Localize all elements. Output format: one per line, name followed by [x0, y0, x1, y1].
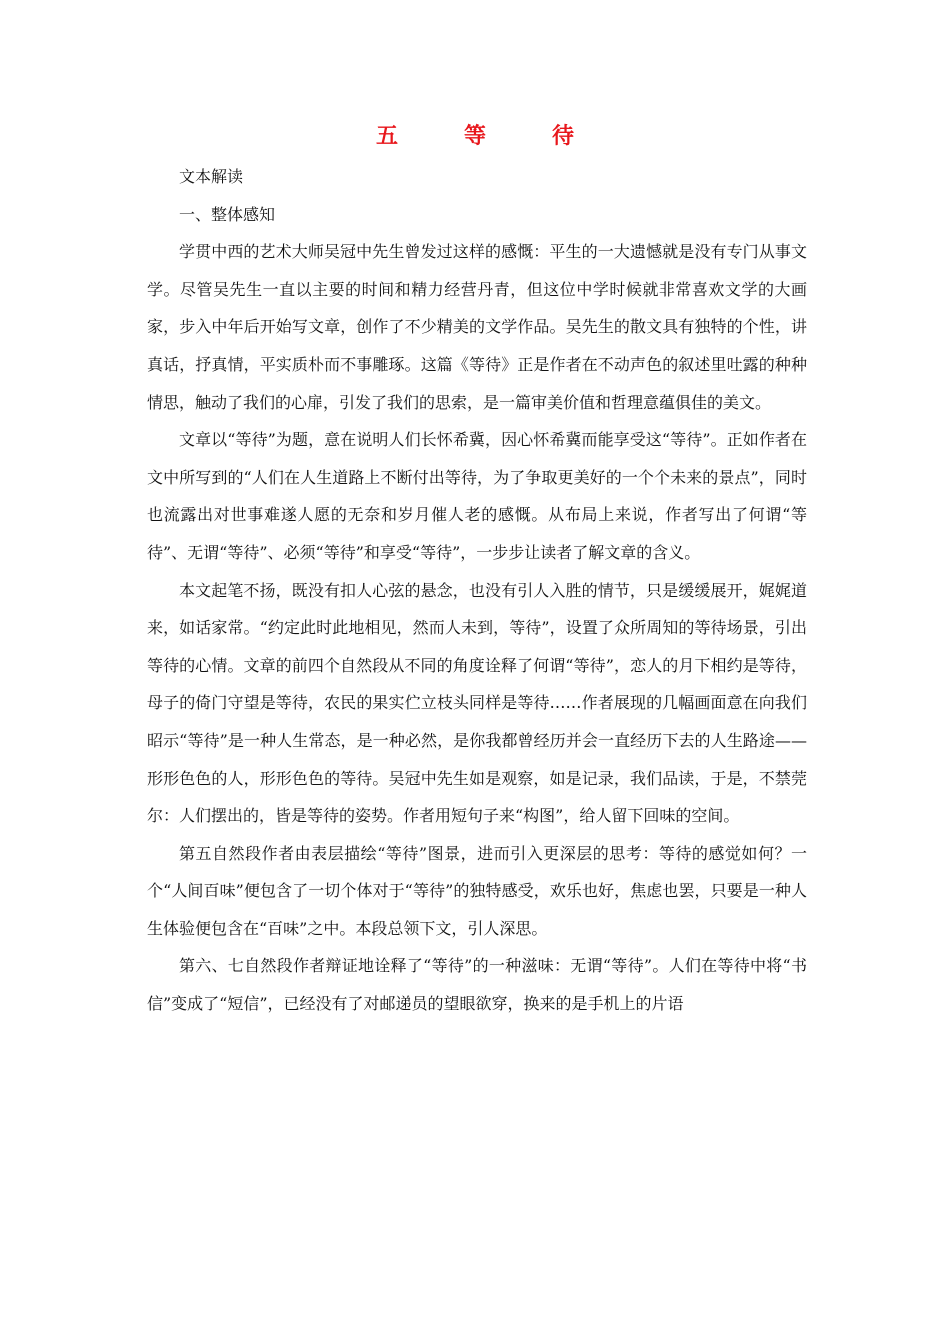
- document-title: 五 等 待: [375, 124, 596, 149]
- paragraph: 学贯中西的艺术大师吴冠中先生曾发过这样的感慨：平生的一大遗憾就是没有专门从事文学。尽管吴先生一直以主要的时间和精力经营丹青，但这位中学时候就非常喜欢文学的大画家，步入中年后开始写文章，创作了不少精美的文学作品。吴先生的散文具有独特的个性，讲真话，抒真情，平实质朴而不事雕琢。这篇《等待》正是作者在不动声色的叙述里吐露的种种情思，触动了我们的心扉，引发了我们的思索，是一篇审美价值和哲理意蕴俱佳的美文。: [147, 242, 807, 412]
- paragraph: 文章以“等待”为题，意在说明人们长怀希冀，因心怀希冀而能享受这“等待”。正如作者在文中所写到的“人们在人生道路上不断付出等待，为了争取更美好的一个个未来的景点”，同时也流露出对世事难遂人愿的无奈和岁月催人老的感慨。从布局上来说，作者写出了何谓“等待”、无谓“等待”、必须“等待”和享受“等待”，一步步让读者了解文章的含义。: [147, 430, 807, 562]
- section-label: 文本解读: [179, 167, 244, 186]
- subsection-label: 一、整体感知: [179, 204, 276, 224]
- document-body: [147, 158, 807, 1023]
- paragraph: 第六、七自然段作者辩证地诠释了“等待”的一种滋味：无谓“等待”。人们在等待中将“书信”变成了“短信”，已经没有了对邮递员的望眼欲穿，换来的是手机上的片语: [147, 956, 807, 1014]
- paragraph: 第五自然段作者由表层描绘“等待”图景，进而引入更深层的思考：等待的感觉如何？一个“人间百味”便包含了一切个体对于“等待”的独特感受，欢乐也好，焦虑也罢，只要是一种人生体验便包含在“百味”之中。本段总领下文，引人深思。: [147, 843, 807, 938]
- paragraph: 本文起笔不扬，既没有扣人心弦的悬念，也没有引人入胜的情节，只是缓缓展开，娓娓道来，如话家常。“约定此时此地相见，然而人未到，等待”，设置了众所周知的等待场景，引出等待的心情。文章的前四个自然段从不同的角度诠释了何谓“等待”，恋人的月下相约是等待，母子的倚门守望是等待，农民的果实伫立枝头同样是等待……作者展现的几幅画面意在向我们昭示“等待”是一种人生常态，是一种必然，是你我都曾经历并会一直经历下去的人生路途——形形色色的人，形形色色的等待。吴冠中先生如是观察，如是记录，我们品读，于是，不禁莞尔：人们摆出的，皆是等待的姿势。作者用短句子来“构图”，给人留下回味的空间。: [147, 580, 807, 826]
